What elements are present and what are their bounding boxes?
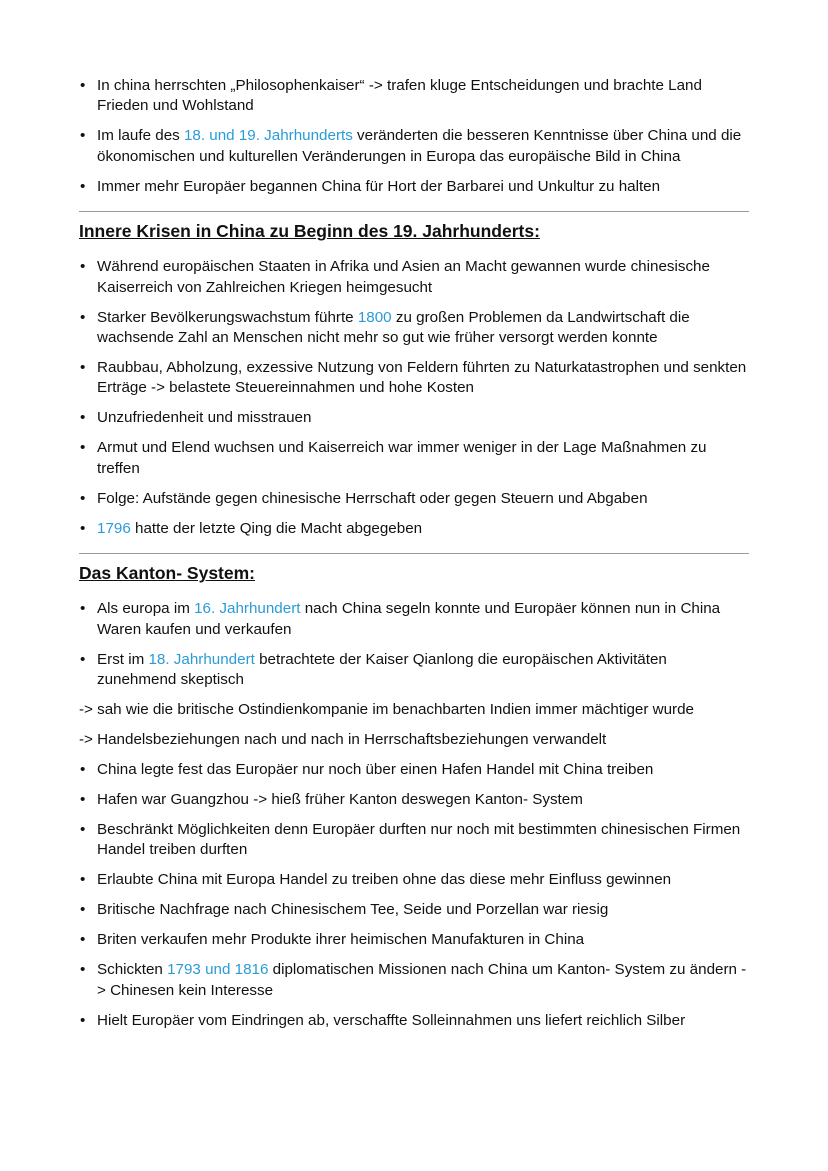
bullet-item bbox=[79, 408, 749, 428]
bullet-text: Unzufriedenheit und misstrauen bbox=[97, 409, 312, 427]
bullet-item bbox=[79, 599, 749, 640]
bullet-text: Britische Nachfrage nach Chinesischem Tee, Seide und Porzellan war riesig bbox=[97, 901, 609, 919]
bullet-list-kanton-a bbox=[79, 599, 749, 690]
bullet-text: Immer mehr Europäer begannen China für Hort der Barbarei und Unkultur zu halten bbox=[97, 177, 661, 195]
bullet-item bbox=[79, 126, 749, 167]
bullet-item bbox=[79, 790, 749, 810]
bullet-text: Erst im bbox=[97, 650, 149, 668]
section-heading-kanton-system: Das Kanton- System: bbox=[79, 563, 256, 584]
bullet-item bbox=[79, 760, 749, 780]
bullet-text: Als europa im bbox=[97, 600, 195, 618]
bullet-item bbox=[79, 960, 749, 1001]
bullet-item bbox=[79, 870, 749, 890]
bullet-text: Schickten bbox=[97, 961, 168, 979]
bullet-item bbox=[79, 438, 749, 479]
bullet-item bbox=[79, 930, 749, 950]
bullet-text: Erlaubte China mit Europa Handel zu treiben ohne das diese mehr Einfluss gewinnen bbox=[97, 871, 672, 889]
bullet-text: diplomatischen Missionen nach China um Kanton- System zu ändern -> Chinesen kein Interesse bbox=[97, 961, 747, 999]
bullet-list-innere-krisen bbox=[79, 257, 749, 539]
bullet-text: Raubbau, Abholzung, exzessive Nutzung von Feldern führten zu Naturkatastrophen und senkten Erträge -> belastete Steuereinnahmen und hohe Kosten bbox=[97, 359, 747, 397]
bullet-item bbox=[79, 1011, 749, 1031]
highlighted-date: 18. und 19. Jahrhunderts bbox=[183, 127, 353, 145]
bullet-item bbox=[79, 257, 749, 298]
bullet-text: In china herrschten „Philosophenkaiser“ -> trafen kluge Entscheidungen und brachte Land Frieden und Wohlstand bbox=[97, 77, 702, 115]
bullet-item bbox=[79, 177, 749, 197]
bullet-item bbox=[79, 308, 749, 349]
bullet-item bbox=[79, 519, 749, 539]
highlighted-date: 1800 bbox=[357, 308, 392, 326]
bullet-text: Starker Bevölkerungswachstum führte bbox=[97, 308, 358, 326]
bullet-text: Briten verkaufen mehr Produkte ihrer heimischen Manufakturen in China bbox=[97, 931, 585, 949]
section-divider bbox=[79, 211, 749, 212]
bullet-text: Folge: Aufstände gegen chinesische Herrschaft oder gegen Steuern und Abgaben bbox=[97, 489, 648, 507]
bullet-item bbox=[79, 358, 749, 399]
bullet-text: hatte der letzte Qing die Macht abgegeben bbox=[130, 519, 423, 537]
bullet-list-intro bbox=[79, 76, 749, 197]
highlighted-date: 1793 und 1816 bbox=[167, 961, 269, 979]
bullet-text: Beschränkt Möglichkeiten denn Europäer durften nur noch mit bestimmten chinesischen Firmen Handel treiben durften bbox=[97, 821, 741, 859]
bullet-text: veränderten die besseren Kenntnisse über China und die ökonomischen und kulturellen Veränderungen in Europa das europäische Bild in China bbox=[97, 127, 742, 165]
bullet-text: Im laufe des bbox=[97, 127, 184, 145]
bullet-list-kanton-b bbox=[79, 760, 749, 1031]
bullet-item bbox=[79, 900, 749, 920]
bullet-text: Hielt Europäer vom Eindringen ab, verschaffte Solleinnahmen uns liefert reichlich Silber bbox=[97, 1011, 686, 1029]
highlighted-date: 16. Jahrhundert bbox=[194, 600, 301, 618]
section-divider bbox=[79, 553, 749, 554]
arrow-paragraph: -> Handelsbeziehungen nach und nach in Herrschaftsbeziehungen verwandelt bbox=[79, 731, 607, 749]
bullet-text: zu großen Problemen da Landwirtschaft die wachsende Zahl an Menschen nicht mehr so gut wie früher versorgt werden konnte bbox=[97, 308, 690, 347]
bullet-text: Während europäischen Staaten in Afrika und Asien an Macht gewannen wurde chinesische Kaiserreich von Zahlreichen Kriegen heimgesucht bbox=[97, 258, 710, 296]
bullet-text: betrachtete der Kaiser Qianlong die europäischen Aktivitäten zunehmend skeptisch bbox=[97, 650, 667, 689]
highlighted-date: 18. Jahrhundert bbox=[148, 650, 255, 668]
bullet-item bbox=[79, 820, 749, 861]
highlighted-date: 1796 bbox=[97, 519, 131, 537]
bullet-item bbox=[79, 489, 749, 509]
bullet-item bbox=[79, 76, 749, 117]
bullet-text: nach China segeln konnte und Europäer können nun in China Waren kaufen und verkaufen bbox=[97, 600, 721, 638]
bullet-text: Hafen war Guangzhou -> hieß früher Kanton deswegen Kanton- System bbox=[97, 791, 583, 809]
section-heading-innere-krisen: Innere Krisen in China zu Beginn des 19. Jahrhunderts: bbox=[79, 221, 540, 242]
bullet-text: China legte fest das Europäer nur noch über einen Hafen Handel mit China treiben bbox=[97, 761, 654, 779]
bullet-text: Armut und Elend wuchsen und Kaiserreich war immer weniger in der Lage Maßnahmen zu treffen bbox=[97, 439, 707, 477]
bullet-item bbox=[79, 650, 749, 691]
arrow-paragraph: -> sah wie die britische Ostindienkompanie im benachbarten Indien immer mächtiger wurde bbox=[79, 701, 694, 719]
